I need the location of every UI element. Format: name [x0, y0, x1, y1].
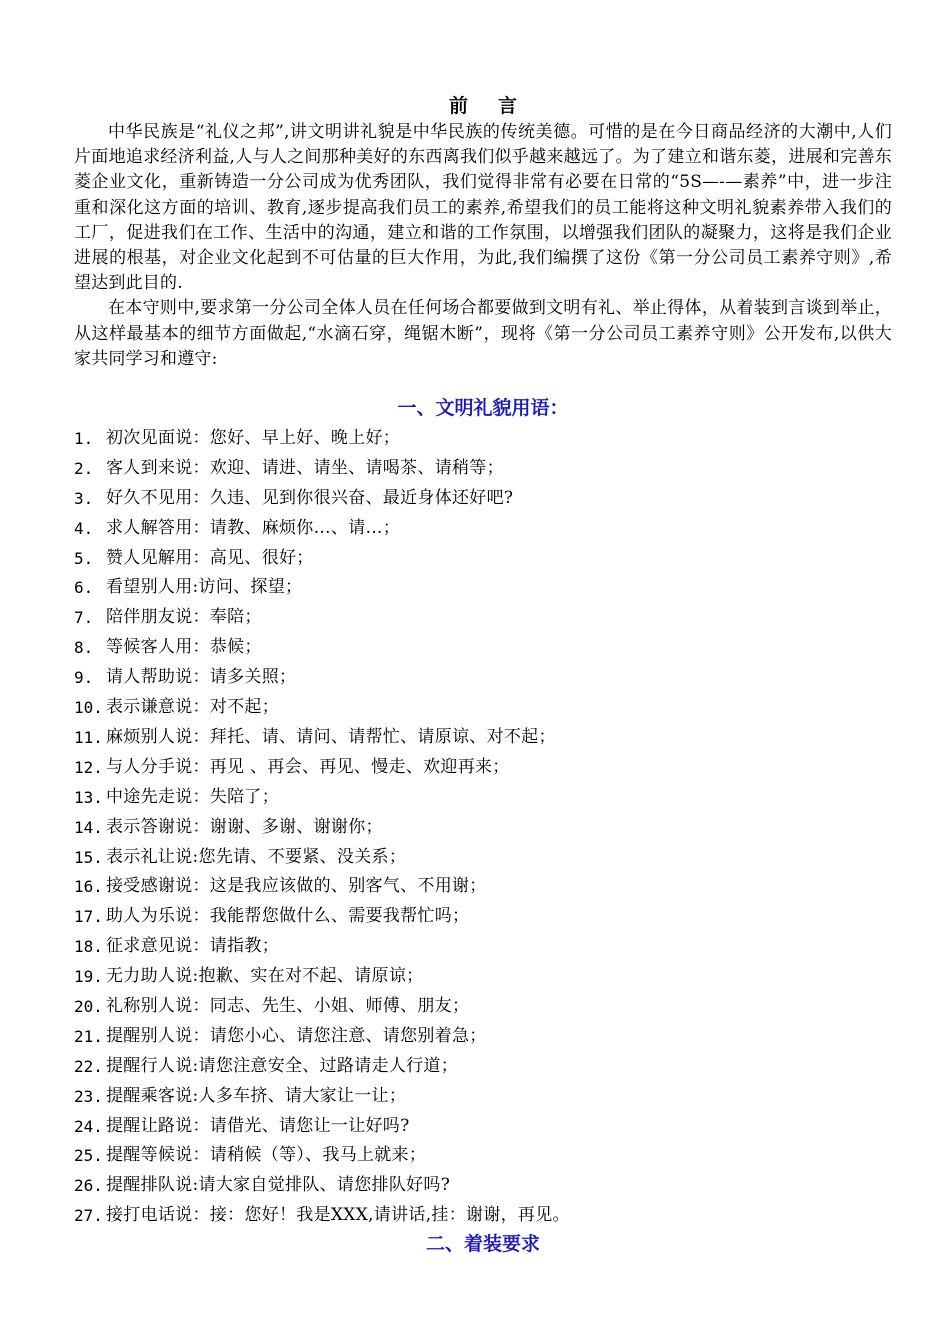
list-item-number: 21. [74, 1026, 103, 1046]
list-item-number: 24. [74, 1116, 103, 1136]
list-item-text: 提醒行人说:请您注意安全、过路请走人行道； [106, 1055, 459, 1076]
list-item [74, 902, 892, 932]
list-item [74, 1201, 892, 1231]
list-item [74, 1171, 892, 1201]
list-item [74, 843, 892, 873]
list-item-number: 3. [74, 488, 94, 508]
list-item-number: 10. [74, 698, 103, 718]
list-item [74, 932, 892, 962]
preface-title-right: 言 [498, 95, 518, 117]
list-item [74, 693, 892, 723]
list-item-text: 中途先走说：失陪了； [106, 786, 279, 807]
list-item-number: 14. [74, 817, 103, 837]
list-item-text: 助人为乐说：我能帮您做什么、需要我帮忙吗； [106, 906, 470, 927]
list-item-number: 27. [74, 1206, 103, 1226]
list-item-number: 1. [74, 429, 94, 449]
list-item [74, 454, 892, 484]
list-item-number: 5. [74, 548, 94, 568]
list-item [74, 663, 892, 693]
list-item-text: 提醒乘客说:人多车挤、请大家让一让； [106, 1085, 407, 1106]
list-item-number: 8. [74, 638, 94, 658]
list-item [74, 603, 892, 633]
list-item-number: 22. [74, 1056, 103, 1076]
list-item-text: 接受感谢说：这是我应该做的、别客气、不用谢； [106, 876, 487, 897]
list-item [74, 813, 892, 843]
list-item-number: 11. [74, 727, 103, 747]
preface-paragraph-2: 在本守则中,要求第一分公司全体人员在任何场合都要做到文明有礼、举止得体，从着装到言谈到举止，从这样最基本的细节方面做起,“水滴石穿，绳锯木断”，现将《第一分公司员工素养守则》公开发布,以供大家共同学习和遵守: [74, 298, 892, 369]
list-item-number: 15. [74, 847, 103, 867]
list-item-text: 等候客人用：恭候； [106, 637, 262, 658]
list-item-text: 征求意见说：请指教； [106, 936, 279, 957]
list-item-text: 礼称别人说：同志、先生、小姐、师傅、朋友； [106, 995, 470, 1016]
list-item-text: 表示答谢说：谢谢、多谢、谢谢你； [106, 816, 383, 837]
section-heading-dress-code: 二、着装要求 [425, 1233, 540, 1256]
list-item-text: 求人解答用：请教、麻烦你…、请…； [106, 517, 401, 538]
list-item [74, 633, 892, 663]
list-item-number: 17. [74, 907, 103, 927]
list-item-number: 6. [74, 578, 94, 598]
list-item-text: 表示谦意说：对不起； [106, 697, 279, 718]
document-page [74, 92, 892, 1257]
list-item [74, 962, 892, 992]
list-item [74, 573, 892, 603]
list-item-text: 看望别人用:访问、探望； [106, 577, 303, 598]
list-item-number: 25. [74, 1146, 103, 1166]
list-item-number: 4. [74, 518, 94, 538]
list-item-number: 23. [74, 1086, 103, 1106]
list-item-number: 7. [74, 608, 94, 628]
list-item [74, 1052, 892, 1082]
list-item [74, 424, 892, 454]
list-item-number: 20. [74, 996, 103, 1016]
list-item [74, 1082, 892, 1112]
list-item [74, 753, 892, 783]
preface-title-left: 前 [448, 95, 468, 117]
list-item-number: 18. [74, 937, 103, 957]
preface-paragraph-1: 中华民族是“礼仪之邦”,讲文明讲礼貌是中华民族的传统美德。可惜的是在今日商品经济的大潮中,人们片面地追求经济利益,人与人之间那种美好的东西离我们似乎越来越远了。为了建立和谐东菱，进展和完善东菱企业文化，重新铸造一分公司成为优秀团队，我们觉得非常有必要在日常的“5S—-—素养”中，进一步注重和深化这方面的培训、教育,逐步提高我们员工的素养,希望我们的员工能将这种文明礼貌素养带入我们的工厂，促进我们在工作、生活中的沟通，建立和谐的工作氛围，以增强我们团队的凝聚力，这将是我们企业进展的根基，对企业文化起到不可估量的巨大作用，为此,我们编撰了这份《第一分公司员工素养守则》,希望达到此目的. [74, 122, 892, 294]
list-item-number: 12. [74, 757, 103, 777]
list-item-text: 请人帮助说：请多关照； [106, 667, 297, 688]
list-item [74, 723, 892, 753]
list-item-text: 接打电话说：接：您好！我是XXX,请讲话,挂：谢谢，再见。 [106, 1205, 570, 1226]
list-item-number: 13. [74, 787, 103, 807]
list-item-text: 客人到来说：欢迎、请进、请坐、请喝茶、请稍等； [106, 457, 504, 478]
list-item [74, 783, 892, 813]
list-item [74, 1141, 892, 1171]
list-item-text: 无力助人说:抱歉、实在对不起、请原谅； [106, 966, 424, 987]
list-item-text: 麻烦别人说：拜托、请、请问、请帮忙、请原谅、对不起； [106, 726, 556, 747]
list-item-number: 9. [74, 668, 94, 688]
list-item-text: 好久不见用：久违、见到你很兴奋、最近身体还好吧? [106, 487, 514, 508]
list-item [74, 1112, 892, 1142]
list-item [74, 544, 892, 574]
preface-title [74, 92, 892, 120]
list-item [74, 872, 892, 902]
list-item-number: 16. [74, 877, 103, 897]
list-item-text: 提醒等候说：请稍候（等）、我马上就来； [106, 1145, 427, 1166]
list-item [74, 1022, 892, 1052]
section-heading-polite-language: 一、文明礼貌用语： [397, 397, 569, 420]
polite-language-list [74, 424, 892, 1231]
list-item-text: 提醒排队说:请大家自觉排队、请您排队好吗? [106, 1175, 451, 1196]
list-item-text: 提醒别人说：请您小心、请您注意、请您别着急； [106, 1025, 487, 1046]
list-item-number: 19. [74, 967, 103, 987]
list-item-text: 初次见面说：您好、早上好、晚上好； [106, 428, 401, 449]
list-item-text: 陪伴朋友说：奉陪； [106, 607, 262, 628]
list-item [74, 484, 892, 514]
list-item-text: 表示礼让说:您先请、不要紧、没关系； [106, 846, 407, 867]
list-item [74, 992, 892, 1022]
list-item-number: 2. [74, 458, 94, 478]
list-item-text: 提醒让路说：请借光、请您让一让好吗? [106, 1115, 410, 1136]
list-item-text: 赞人见解用：高见、很好； [106, 547, 314, 568]
list-item [74, 514, 892, 544]
list-item-text: 与人分手说：再见 、再会、再见、慢走、欢迎再来； [106, 756, 510, 777]
list-item-number: 26. [74, 1176, 103, 1196]
